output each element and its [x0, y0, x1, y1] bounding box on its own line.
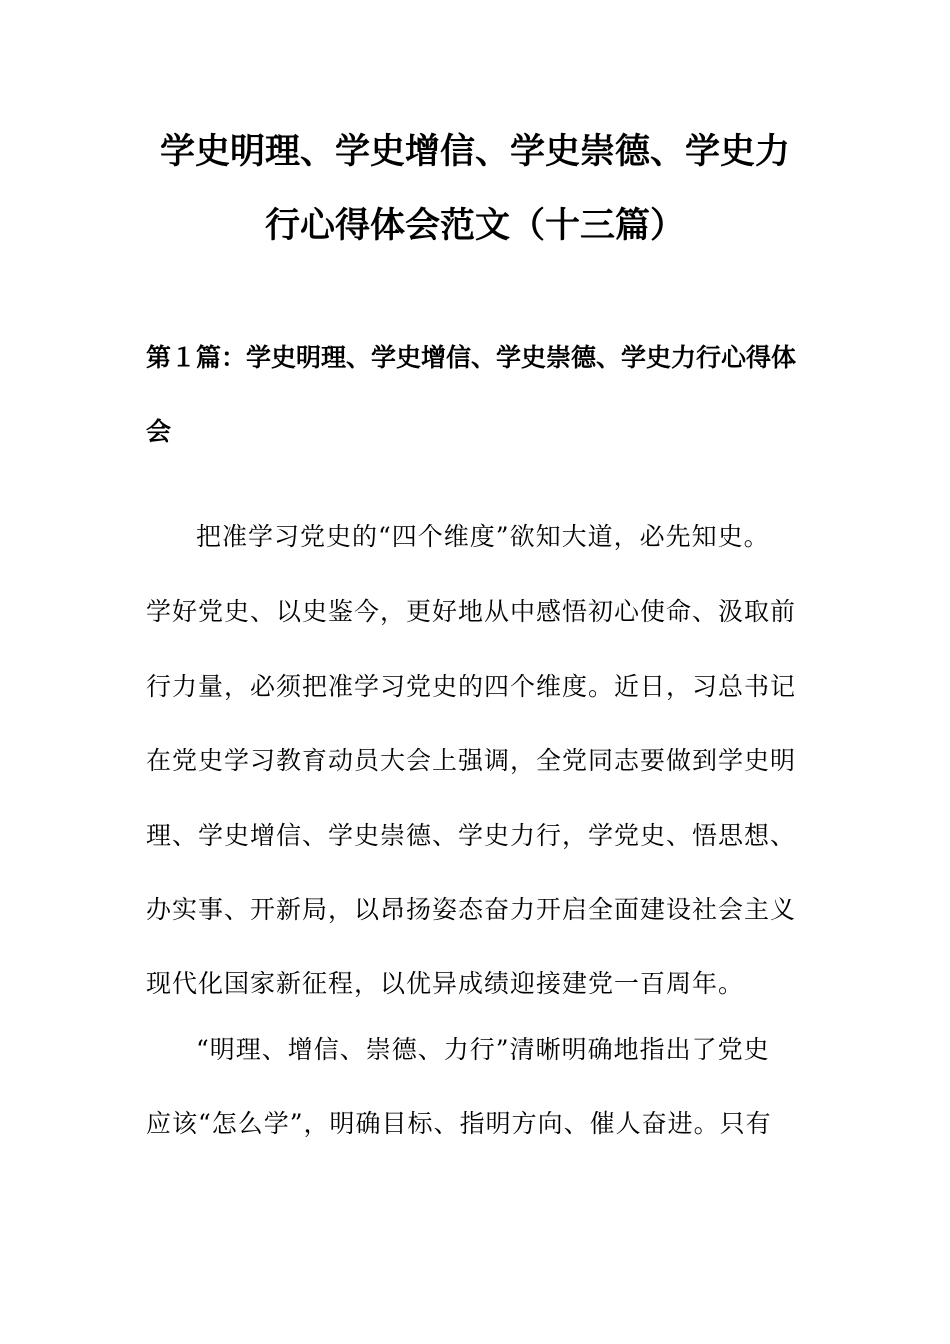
body-line-2: 学好党史、以史鉴今，更好地从中感悟初心使命、汲取前: [146, 597, 797, 626]
body-line-1: 把准学习党史的“四个维度”欲知大道，必先知史。: [196, 522, 770, 551]
section-heading-line-2: 会: [146, 417, 172, 446]
body-line-9: 应该“怎么学”，明确目标、指明方向、催人奋进。只有: [146, 1109, 772, 1138]
body-line-6: 办实事、开新局，以昂扬姿态奋力开启全面建设社会主义: [146, 895, 797, 924]
body-line-5: 理、学史增信、学史崇德、学史力行，学党史、悟思想、: [146, 821, 797, 850]
document-title-line-1: 学史明理、学史增信、学史崇德、学史力: [159, 132, 790, 172]
body-line-7: 现代化国家新征程，以优异成绩迎接建党一百周年。: [146, 969, 745, 998]
body-line-4: 在党史学习教育动员大会上强调，全党同志要做到学史明: [146, 746, 797, 775]
body-line-3: 行力量，必须把准学习党史的四个维度。近日，习总书记: [146, 672, 797, 701]
body-line-8: “明理、增信、崇德、力行”清晰明确地指出了党史: [196, 1035, 770, 1064]
section-heading-line-1: 第１篇：学史明理、学史增信、学史崇德、学史力行心得体: [146, 343, 797, 372]
document-title-line-2: 行心得体会范文（十三篇）: [264, 206, 685, 246]
